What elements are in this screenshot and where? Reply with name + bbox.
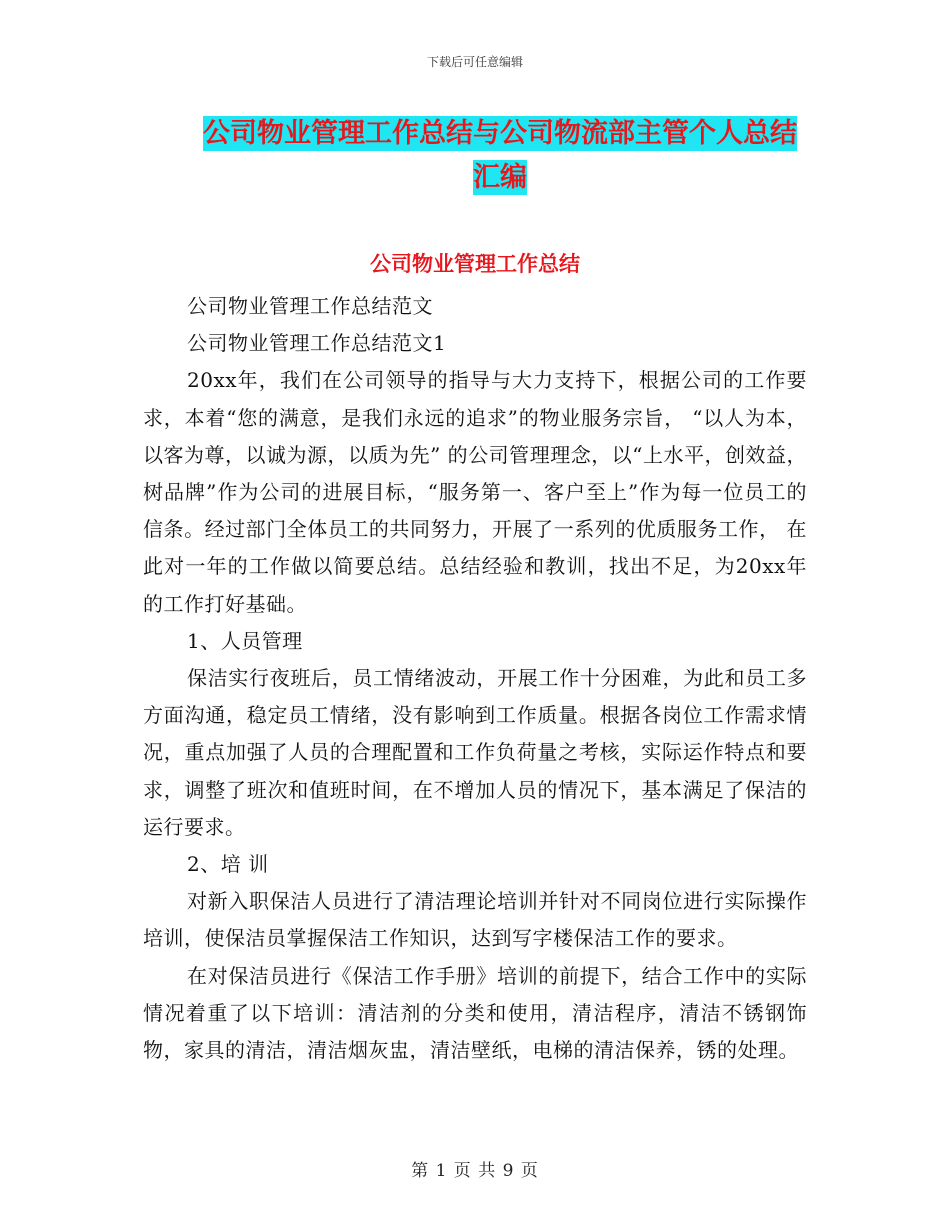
section-title: 公司物业管理工作总结 (370, 252, 580, 276)
paragraph: 公司物业管理工作总结范文1 (187, 331, 447, 356)
paragraph: 20xx年，我们在公司领导的指导与大力支持下，根据公司的工作要求，本着“您的满意，是我们永远的追求”的物业服务宗旨， “以人为本，以客为尊，以诚为源，以质为先” 的公司管理理念，以“上水平，创效益，树品牌”作为公司的进展目标，“服务第一、客户至上”作为每一位员工的信条。经过部门全体员工的共同努力，开展了一系列的优质服务工作， 在此对一年的工作做以简要总结。总结经验和教训，找出不足，为20xx年的工作打好基础。 (143, 368, 807, 616)
paragraph: 1、人员管理 (187, 628, 303, 653)
page-footer: 第 1 页 共 9 页 (411, 1161, 539, 1181)
paragraph: 公司物业管理工作总结范文 (187, 294, 433, 318)
document-title (190, 112, 810, 200)
document-title-text: 公司物业管理工作总结与公司物流部主管个人总结汇编 (203, 118, 797, 193)
paragraph: 2、培 训 (187, 852, 269, 877)
paragraph: 在对保洁员进行《保洁工作手册》培训的前提下，结合工作中的实际情况着重了以下培训：清洁剂的分类和使用，清洁程序，清洁不锈钢饰物，家具的清洁，清洁烟灰盅，清洁壁纸，电梯的清洁保养，锈的处理。 (143, 963, 807, 1063)
paragraph: 对新入职保洁人员进行了清洁理论培训并针对不同岗位进行实际操作培训，使保洁员掌握保洁工作知识，达到写字楼保洁工作的要求。 (143, 889, 807, 951)
header-note: 下载后可任意编辑 (426, 55, 523, 69)
paragraph: 保洁实行夜班后，员工情绪波动，开展工作十分困难，为此和员工多方面沟通，稳定员工情绪，没有影响到工作质量。根据各岗位工作需求情况，重点加强了人员的合理配置和工作负荷量之考核，实际运作特点和要求，调整了班次和值班时间，在不增加人员的情况下，基本满足了保洁的运行要求。 (143, 666, 807, 839)
document-body (143, 288, 807, 1069)
